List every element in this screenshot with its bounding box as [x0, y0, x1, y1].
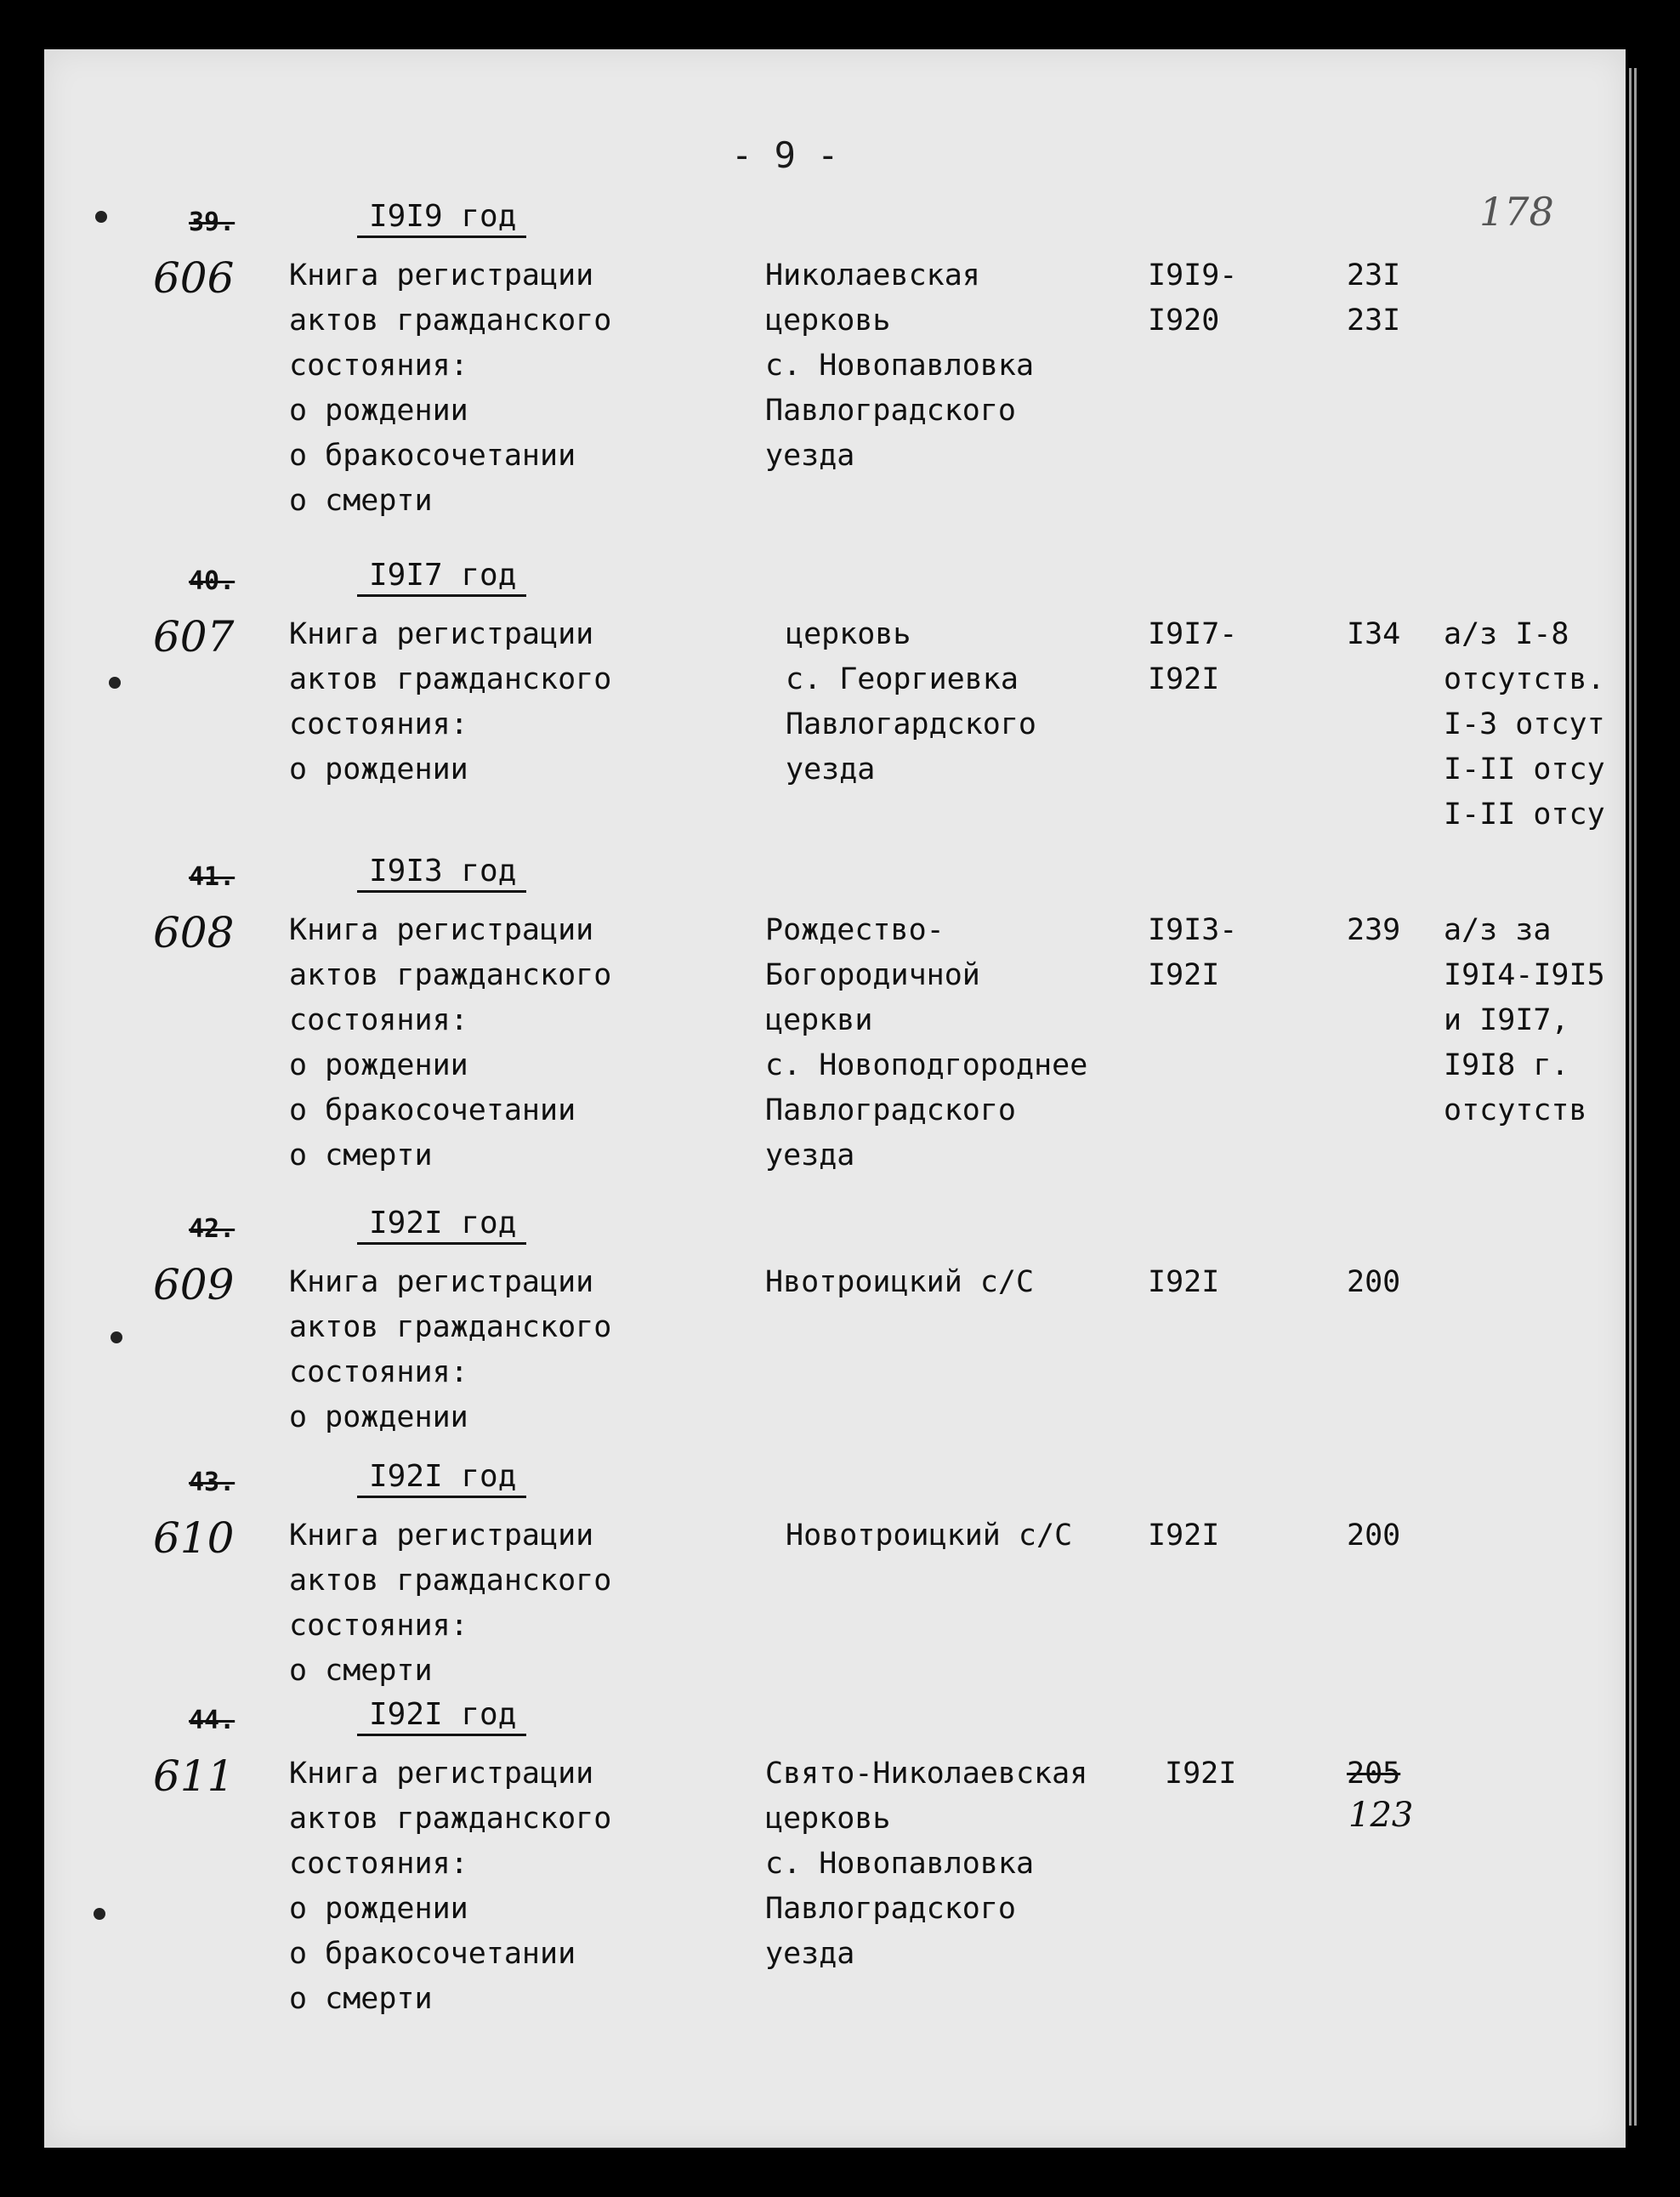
record-description-line: состояния:: [289, 1355, 468, 1389]
year-heading: I92I год: [357, 1206, 526, 1245]
year-heading: I9I9 год: [357, 199, 526, 238]
record-notes-line: I9I8 г.: [1444, 1048, 1569, 1082]
record-notes: [1444, 612, 1605, 837]
record-description-line: актов гражданского: [289, 1802, 612, 1836]
record-origin-line: Свято-Николаевская: [765, 1757, 1088, 1791]
record-description-line: актов гражданского: [289, 958, 612, 992]
record-description-line: актов гражданского: [289, 1310, 612, 1344]
record-origin-line: церковь: [765, 304, 891, 338]
record-description: [289, 612, 611, 792]
record-description-line: Книга регистрации: [289, 1757, 594, 1791]
record-origin-line: церковь: [786, 617, 911, 651]
year-heading: I9I7 год: [357, 558, 526, 597]
year-heading: I9I3 год: [357, 854, 526, 893]
punch-hole: [109, 677, 121, 689]
sheet-count-line: 23I: [1347, 304, 1401, 338]
record-dates-line: I92I: [1148, 1265, 1220, 1299]
record-description-line: актов гражданского: [289, 662, 612, 696]
record-origin-line: Новотроицкий с/С: [786, 1519, 1073, 1553]
record-notes-line: и I9I7,: [1444, 1003, 1569, 1037]
record-origin-line: с. Новопавловка: [765, 1847, 1035, 1881]
record-description-line: состояния:: [289, 1847, 468, 1881]
sheet-count-line: I34: [1347, 617, 1401, 651]
sheet-count-line: 200: [1347, 1265, 1401, 1299]
item-number-handwritten: 607: [153, 612, 235, 661]
sheet-count-line: 200: [1347, 1519, 1401, 1553]
record-description-line: о смерти: [289, 1138, 433, 1172]
record-dates-line: I920: [1148, 304, 1220, 338]
record-description-line: состояния:: [289, 1609, 468, 1643]
record-description: [289, 253, 611, 524]
record-origin-line: с. Новоподгороднее: [765, 1048, 1088, 1082]
record-description-line: о смерти: [289, 484, 433, 518]
record-origin-line: с. Георгиевка: [786, 662, 1019, 696]
record-description-line: о бракосочетании: [289, 1093, 576, 1127]
record-dates-line: I92I: [1148, 662, 1220, 696]
record-notes-line: I9I4-I9I5: [1444, 958, 1605, 992]
item-number-handwritten: 610: [153, 1513, 235, 1563]
record-origin: [765, 908, 1087, 1178]
sheet-count: [1347, 908, 1400, 953]
record-description-line: о рождении: [289, 752, 468, 786]
record-description-line: Книга регистрации: [289, 258, 594, 292]
sheet-edge-line: [1634, 68, 1637, 2126]
record-origin-line: уезда: [786, 752, 876, 786]
record-origin-line: Павлоградского: [765, 394, 1017, 428]
record-origin-line: Павлоградского: [765, 1093, 1017, 1127]
record-origin-line: Богородичной: [765, 958, 980, 992]
page-number: - 9 -: [731, 134, 839, 176]
record-description-line: состояния:: [289, 349, 468, 383]
record-origin-line: Рождество-: [765, 913, 945, 947]
record-description-line: о рождении: [289, 1048, 468, 1082]
record-notes-line: а/з I-8: [1444, 617, 1569, 651]
record-description: [289, 1751, 611, 2022]
record-description-line: Книга регистрации: [289, 913, 594, 947]
corner-folio-number: 178: [1479, 189, 1554, 235]
sheet-count: [1347, 1260, 1400, 1305]
record-description-line: Книга регистрации: [289, 1265, 594, 1299]
sheet-count-line: 23I: [1347, 258, 1401, 292]
record-description-line: состояния:: [289, 707, 468, 741]
year-heading: I92I год: [357, 1459, 526, 1498]
sheet-edge-line: [1629, 68, 1632, 2126]
item-number-handwritten: 611: [153, 1751, 235, 1801]
item-number-handwritten: 606: [153, 253, 235, 303]
record-description-line: Книга регистрации: [289, 617, 594, 651]
sheet-count: [1347, 1513, 1400, 1558]
record-notes-line: а/з за: [1444, 913, 1552, 947]
record-origin: [765, 1751, 1087, 1977]
sheet-count: [1347, 612, 1400, 657]
record-origin: [786, 1513, 1072, 1558]
record-origin: [765, 253, 1034, 479]
record-description: [289, 1260, 611, 1440]
old-item-number: 44.: [189, 1706, 236, 1735]
sheet-count-corrected: 123: [1348, 1796, 1414, 1835]
record-description-line: актов гражданского: [289, 1564, 612, 1598]
old-item-number: 40.: [189, 566, 236, 596]
record-origin-line: Нвотроицкий с/С: [765, 1265, 1035, 1299]
record-origin: [786, 612, 1036, 792]
record-description-line: о бракосочетании: [289, 1937, 576, 1971]
year-heading: I92I год: [357, 1697, 526, 1736]
punch-hole: [95, 211, 107, 223]
punch-hole: [111, 1331, 122, 1343]
record-dates: [1148, 908, 1237, 998]
record-dates-line: I9I7-: [1148, 617, 1238, 651]
record-origin-line: уезда: [765, 1937, 855, 1971]
record-notes-line: I-II отсу: [1444, 798, 1605, 832]
record-notes-line: отсутств.: [1444, 662, 1605, 696]
record-origin-line: уезда: [765, 1138, 855, 1172]
record-origin-line: церковь: [765, 1802, 891, 1836]
record-notes-line: I-3 отсут: [1444, 707, 1605, 741]
sheet-count: [1347, 253, 1400, 343]
record-origin-line: Павлогардского: [786, 707, 1037, 741]
record-dates-line: I92I: [1148, 1519, 1220, 1553]
record-dates: [1148, 1260, 1219, 1305]
record-origin-line: церкви: [765, 1003, 873, 1037]
record-dates: [1148, 612, 1237, 702]
record-notes-line: I-II отсу: [1444, 752, 1605, 786]
old-item-number: 42.: [189, 1214, 236, 1244]
record-description-line: о рождении: [289, 1892, 468, 1926]
record-description-line: о рождении: [289, 394, 468, 428]
record-origin: [765, 1260, 1034, 1305]
record-description-line: о бракосочетании: [289, 439, 576, 473]
record-dates: [1165, 1751, 1236, 1797]
record-description-line: о смерти: [289, 1982, 433, 2016]
sheet-count: [1347, 1751, 1400, 1797]
item-number-handwritten: 608: [153, 908, 235, 957]
record-description-line: о смерти: [289, 1654, 433, 1688]
record-dates: [1148, 253, 1237, 343]
record-dates: [1148, 1513, 1219, 1558]
record-description-line: о рождении: [289, 1400, 468, 1434]
record-dates-line: I92I: [1165, 1757, 1237, 1791]
old-item-number: 43.: [189, 1468, 236, 1497]
record-description-line: Книга регистрации: [289, 1519, 594, 1553]
record-dates-line: I92I: [1148, 958, 1220, 992]
punch-hole: [94, 1908, 105, 1920]
old-item-number: 41.: [189, 862, 236, 892]
record-description-line: состояния:: [289, 1003, 468, 1037]
record-dates-line: I9I3-: [1148, 913, 1238, 947]
record-description: [289, 908, 611, 1178]
record-notes-line: отсутств: [1444, 1093, 1587, 1127]
sheet-count-line: 205: [1347, 1757, 1401, 1791]
sheet-count-line: 239: [1347, 913, 1401, 947]
record-origin-line: Николаевская: [765, 258, 980, 292]
item-number-handwritten: 609: [153, 1260, 235, 1309]
record-dates-line: I9I9-: [1148, 258, 1238, 292]
record-description: [289, 1513, 611, 1694]
record-description-line: актов гражданского: [289, 304, 612, 338]
record-notes: [1444, 908, 1605, 1133]
record-origin-line: уезда: [765, 439, 855, 473]
old-item-number: 39.: [189, 207, 236, 237]
record-origin-line: с. Новопавловка: [765, 349, 1035, 383]
record-origin-line: Павлоградского: [765, 1892, 1017, 1926]
